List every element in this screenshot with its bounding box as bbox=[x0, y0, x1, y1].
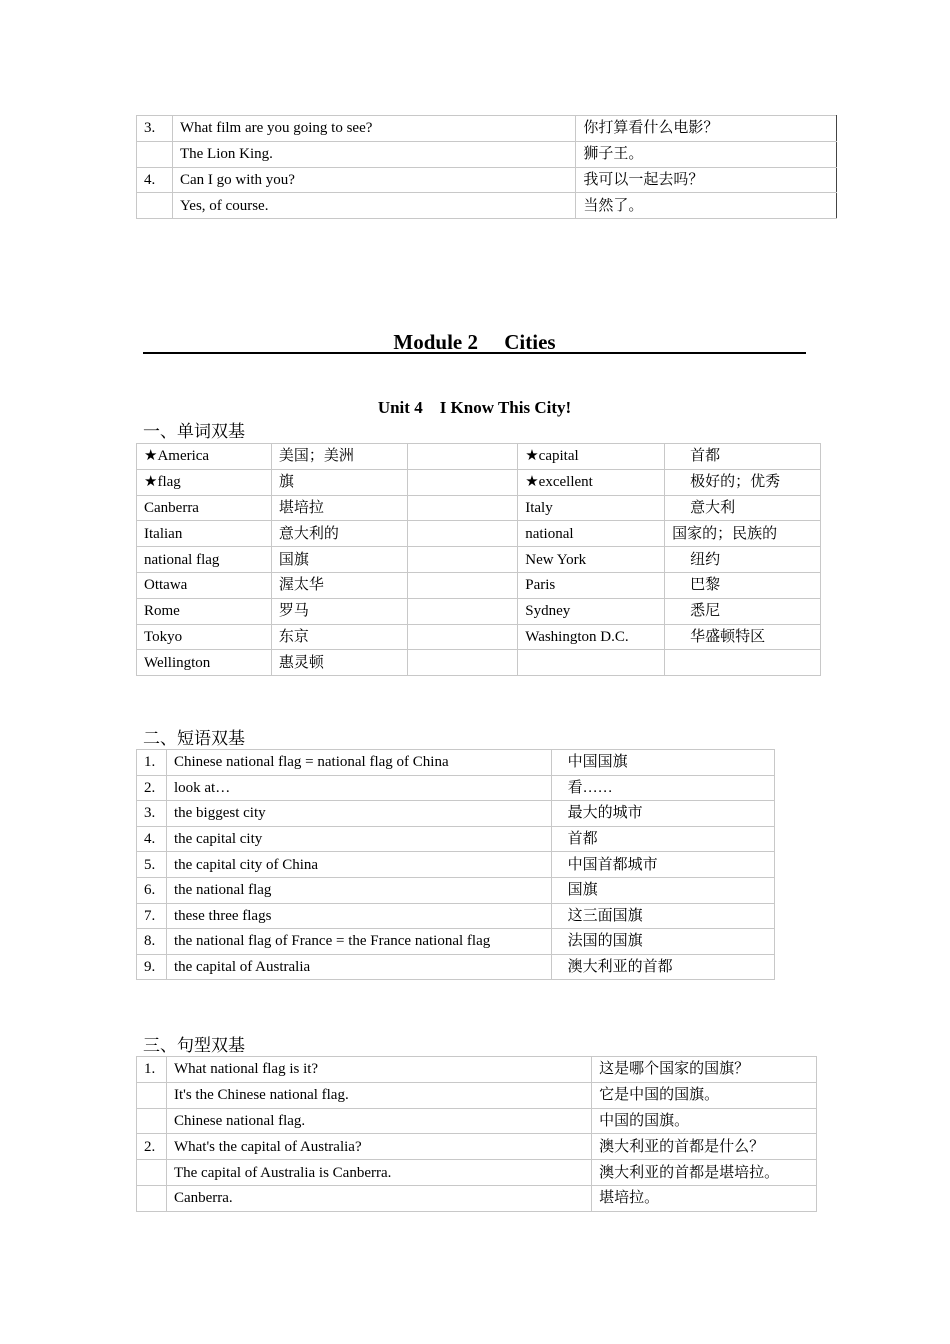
table-row bbox=[137, 469, 821, 495]
table-row bbox=[137, 852, 775, 878]
chinese-translation: 你打算看什么电影？ bbox=[576, 116, 837, 142]
row-number bbox=[137, 1185, 167, 1211]
row-number bbox=[137, 1160, 167, 1186]
vocab-word: Wellington bbox=[137, 650, 272, 676]
table-row bbox=[137, 141, 837, 167]
vocab-meaning: 惠灵顿 bbox=[271, 650, 407, 676]
vocab-word bbox=[518, 650, 665, 676]
table-row bbox=[137, 167, 837, 193]
vocab-meaning: 渥太华 bbox=[271, 572, 407, 598]
row-number: 1. bbox=[137, 1057, 167, 1083]
row-number bbox=[137, 141, 173, 167]
vocab-word: New York bbox=[518, 547, 665, 573]
table-row bbox=[137, 954, 775, 980]
table-row bbox=[137, 1134, 817, 1160]
chinese-translation: 法国的国旗 bbox=[551, 929, 774, 955]
vocabulary-table bbox=[136, 443, 821, 676]
empty-cell bbox=[407, 521, 518, 547]
english-phrase: look at… bbox=[166, 775, 551, 801]
english-phrase: the national flag bbox=[166, 877, 551, 903]
vocab-word: national flag bbox=[137, 547, 272, 573]
row-number: 7. bbox=[137, 903, 167, 929]
english-phrase: the biggest city bbox=[166, 801, 551, 827]
row-number: 1. bbox=[137, 750, 167, 776]
english-sentence: What's the capital of Australia? bbox=[166, 1134, 591, 1160]
sentences-table bbox=[136, 1056, 817, 1212]
english-phrase: the capital of Australia bbox=[166, 954, 551, 980]
chinese-translation: 堪培拉。 bbox=[592, 1185, 817, 1211]
vocab-word: national bbox=[518, 521, 665, 547]
row-number: 2. bbox=[137, 775, 167, 801]
vocab-meaning: 华盛顿特区 bbox=[665, 624, 821, 650]
table-row bbox=[137, 1057, 817, 1083]
empty-cell bbox=[407, 444, 518, 470]
empty-cell bbox=[407, 547, 518, 573]
table-row bbox=[137, 801, 775, 827]
vocab-word: Paris bbox=[518, 572, 665, 598]
row-number: 5. bbox=[137, 852, 167, 878]
table-row bbox=[137, 444, 821, 470]
row-number bbox=[137, 1082, 167, 1108]
table-row bbox=[137, 193, 837, 219]
english-sentence: What national flag is it? bbox=[166, 1057, 591, 1083]
chinese-translation: 这三面国旗 bbox=[551, 903, 774, 929]
chinese-translation: 中国国旗 bbox=[551, 750, 774, 776]
vocab-meaning: 东京 bbox=[271, 624, 407, 650]
vocab-meaning: 旗 bbox=[271, 469, 407, 495]
chinese-translation: 当然了。 bbox=[576, 193, 837, 219]
empty-cell bbox=[407, 624, 518, 650]
vocab-meaning: 国旗 bbox=[271, 547, 407, 573]
vocab-meaning: 悉尼 bbox=[665, 598, 821, 624]
vocab-meaning bbox=[665, 650, 821, 676]
vocab-word: ★capital bbox=[518, 444, 665, 470]
english-phrase: these three flags bbox=[166, 903, 551, 929]
vocab-meaning: 首都 bbox=[665, 444, 821, 470]
english-sentence: Can I go with you? bbox=[172, 167, 575, 193]
unit-title: Unit 4 I Know This City! bbox=[377, 398, 572, 417]
chinese-translation: 国旗 bbox=[551, 877, 774, 903]
section-heading-words: 一、单词双基 bbox=[143, 422, 245, 441]
row-number: 3. bbox=[137, 801, 167, 827]
table-row bbox=[137, 116, 837, 142]
vocab-word: Ottawa bbox=[137, 572, 272, 598]
row-number: 8. bbox=[137, 929, 167, 955]
vocab-meaning: 极好的；优秀 bbox=[665, 469, 821, 495]
table-row bbox=[137, 877, 775, 903]
english-sentence: Yes, of course. bbox=[172, 193, 575, 219]
table-row bbox=[137, 1185, 817, 1211]
section-heading-phrases: 二、短语双基 bbox=[143, 729, 245, 748]
table-row bbox=[137, 903, 775, 929]
vocab-meaning: 罗马 bbox=[271, 598, 407, 624]
chinese-translation: 首都 bbox=[551, 826, 774, 852]
module-title: Module 2 Cities bbox=[393, 330, 556, 354]
vocab-meaning: 纽约 bbox=[665, 547, 821, 573]
table-row bbox=[137, 547, 821, 573]
empty-cell bbox=[407, 495, 518, 521]
table-row bbox=[137, 1160, 817, 1186]
row-number: 4. bbox=[137, 826, 167, 852]
empty-cell bbox=[407, 650, 518, 676]
chinese-translation: 澳大利亚的首都 bbox=[551, 954, 774, 980]
english-sentence: It's the Chinese national flag. bbox=[166, 1082, 591, 1108]
chinese-translation: 澳大利亚的首都是堪培拉。 bbox=[592, 1160, 817, 1186]
vocab-word: Sydney bbox=[518, 598, 665, 624]
phrases-table bbox=[136, 749, 775, 980]
vocab-word: ★excellent bbox=[518, 469, 665, 495]
table-row bbox=[137, 1082, 817, 1108]
module-title-underline bbox=[143, 352, 806, 354]
vocab-word: Rome bbox=[137, 598, 272, 624]
table-row bbox=[137, 572, 821, 598]
table-row bbox=[137, 750, 775, 776]
vocab-meaning: 意大利的 bbox=[271, 521, 407, 547]
vocab-word: ★America bbox=[137, 444, 272, 470]
chinese-translation: 中国首都城市 bbox=[551, 852, 774, 878]
chinese-translation: 中国的国旗。 bbox=[592, 1108, 817, 1134]
vocab-word: ★flag bbox=[137, 469, 272, 495]
table-row bbox=[137, 1108, 817, 1134]
english-sentence: Canberra. bbox=[166, 1185, 591, 1211]
row-number: 4. bbox=[137, 167, 173, 193]
row-number: 9. bbox=[137, 954, 167, 980]
dialogue-table-module1 bbox=[136, 115, 837, 219]
chinese-translation: 我可以一起去吗？ bbox=[576, 167, 837, 193]
chinese-translation: 它是中国的国旗。 bbox=[592, 1082, 817, 1108]
vocab-meaning: 意大利 bbox=[665, 495, 821, 521]
row-number: 2. bbox=[137, 1134, 167, 1160]
english-phrase: the capital city of China bbox=[166, 852, 551, 878]
table-row bbox=[137, 598, 821, 624]
vocab-word: Italy bbox=[518, 495, 665, 521]
chinese-translation: 狮子王。 bbox=[576, 141, 837, 167]
table-row bbox=[137, 929, 775, 955]
chinese-translation: 看…… bbox=[551, 775, 774, 801]
english-sentence: What film are you going to see? bbox=[172, 116, 575, 142]
row-number bbox=[137, 1108, 167, 1134]
section-heading-sentences: 三、句型双基 bbox=[143, 1036, 245, 1055]
row-number: 3. bbox=[137, 116, 173, 142]
chinese-translation: 这是哪个国家的国旗？ bbox=[592, 1057, 817, 1083]
table-row bbox=[137, 624, 821, 650]
english-sentence: The Lion King. bbox=[172, 141, 575, 167]
chinese-translation: 澳大利亚的首都是什么？ bbox=[592, 1134, 817, 1160]
vocab-meaning: 巴黎 bbox=[665, 572, 821, 598]
english-sentence: The capital of Australia is Canberra. bbox=[166, 1160, 591, 1186]
english-phrase: the capital city bbox=[166, 826, 551, 852]
table-row bbox=[137, 826, 775, 852]
table-row bbox=[137, 521, 821, 547]
vocab-meaning: 堪培拉 bbox=[271, 495, 407, 521]
vocab-meaning: 国家的；民族的 bbox=[665, 521, 821, 547]
vocab-meaning: 美国；美洲 bbox=[271, 444, 407, 470]
vocab-word: Washington D.C. bbox=[518, 624, 665, 650]
vocab-word: Canberra bbox=[137, 495, 272, 521]
table-row bbox=[137, 775, 775, 801]
vocab-word: Italian bbox=[137, 521, 272, 547]
empty-cell bbox=[407, 469, 518, 495]
empty-cell bbox=[407, 598, 518, 624]
row-number bbox=[137, 193, 173, 219]
chinese-translation: 最大的城市 bbox=[551, 801, 774, 827]
english-sentence: Chinese national flag. bbox=[166, 1108, 591, 1134]
empty-cell bbox=[407, 572, 518, 598]
english-phrase: the national flag of France = the France national flag bbox=[166, 929, 551, 955]
english-phrase: Chinese national flag = national flag of China bbox=[166, 750, 551, 776]
table-row bbox=[137, 650, 821, 676]
row-number: 6. bbox=[137, 877, 167, 903]
vocab-word: Tokyo bbox=[137, 624, 272, 650]
table-row bbox=[137, 495, 821, 521]
